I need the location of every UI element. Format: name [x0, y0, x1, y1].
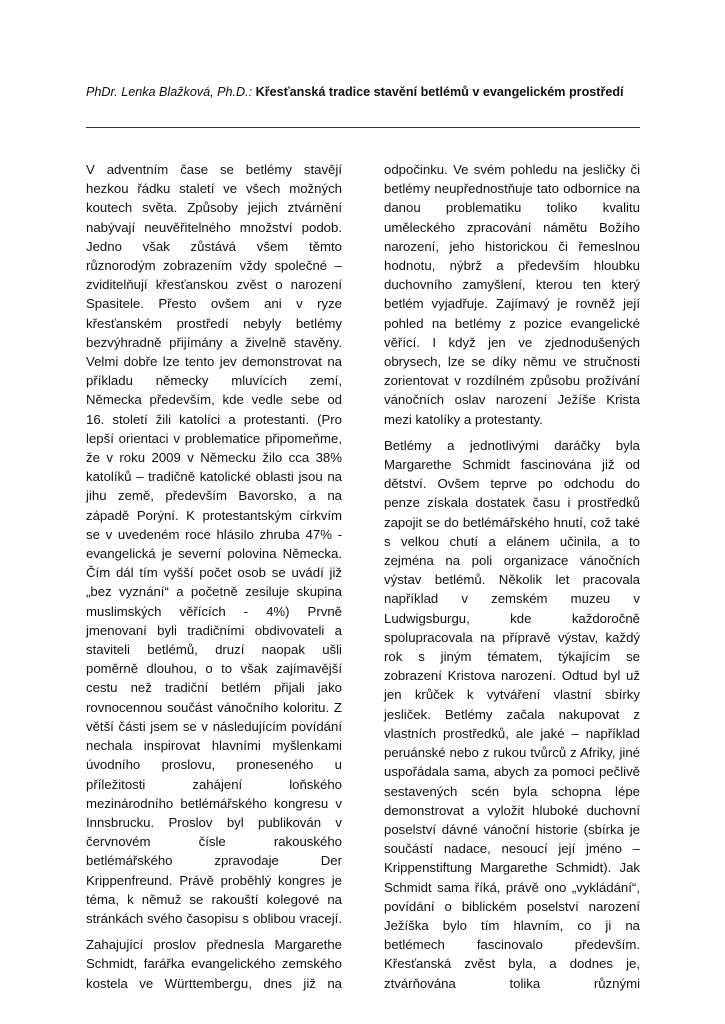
article-title: Křesťanská tradice stavění betlémů v evangelickém prostředí [255, 85, 624, 99]
paragraph: Betlémy a jednotlivými daráčky byla Margarethe Schmidt fascinována již od dětství. Ovšem teprve po odchodu do penze získala dostatek času i prostředků zapojit se do betlémářského hnutí, což také s velkou chutí a elánem učinila, a to zejména na poli organizace vánočních výstav betlémů. Několik let pracovala například v zemském muzeu v Ludwigsburgu, kde každoročně spolupracovala na přípravě výstav, každý rok s jiným tématem, týkajícím se zobrazení Kristova narození. Odtud byl už jen krůček k vytváření vlastní sbírky jesliček. Betlémy začala nakupovat z vlastních prostředků, ale jaké – například peruánské nebo z rukou tvůrců z Afriky, jiné uspořádala sama, abych za pomoci pečlivě sestavených scén byla schopna lépe demonstrovat a vyložit hluboké duchovní poselství dávné vánoční historie (sbírka je součástí nadace, nesoucí její jméno – Krippenstiftung Margarethe Schmidt). Jak Schmidt sama říká, právě ono „vykládání“, povídání o biblickém poselství narození Ježíška bylo tím hlavním, co ji na betlémech fascinovalo především. Křesťanská zvěst byla, a dodnes je, ztvárňována tolika různými [384, 437, 640, 991]
author-name: PhDr. Lenka Blažková, Ph.D.: [86, 85, 253, 99]
header-divider [86, 127, 640, 128]
left-column [86, 160, 342, 1000]
page-header [86, 84, 646, 100]
right-column [384, 160, 640, 1000]
paragraph: V adventním čase se betlémy stavějí hezkou řádku staletí ve všech možných koutech světa. Způsoby jejich ztvárnění nabývají neuvěřitelného množství podob. Jedno však zůstává všem těmto různorodým zobrazením vždy společné – zviditelňují křesťanskou zvěst o narození Spasitele. Přesto ovšem ani v ryze křesťanském prostředí nebyly betlémy bezvýhradně přijímány a živelně stavěny. Velmi dobře lze tento jev demonstrovat na příkladu německy mluvících zemí, Německa především, kde vedle sebe od 16. století žili katolíci a protestanti. (Pro lepší orientaci v problematice připomeňme, že v roku 2009 v Německu žilo cca 38% katolíků – tradičně katolické oblasti jsou na jihu země, především Bavorsko, a na západě Porýní. K protestantským církvím se v uvedeném roce hlásilo zhruba 47% - evangelická je severní polovina Německa. Čím dál tím vyšší počet osob se uvádí již „bez vyznání“ a početně zesiluje skupina muslimských věřících - 4%) Prvně jmenovaní byli tradičními obdivovateli a staviteli betlémů, druzí naopak ušli poměrně dlouhou, o to však zajímavější cestu než tradiční betlém přijali jako rovnocennou součást vánočního koloritu. Z větší části jsem se v následujícím povídání nechala inspirovat hlavními myšlenkami úvodního proslovu, proneseného u příležitosti zahájení loňského mezinárodního betlémářského kongresu v Innsbrucku. Proslov byl publikován v červnovém čísle rakouského betlémářského zpravodaje Der Krippenfreund. Právě proběhlý kongres je téma, k němuž se rakouští kolegové na stránkách svého časopisu s oblibou vracejí. [86, 162, 342, 926]
paragraph: Zahajující proslov přednesla Margarethe Schmidt, farářka evangelického zemského kostela ve Württembergu, dnes již na [86, 937, 342, 991]
paragraph: odpočinku. Ve svém pohledu na jesličky či betlémy neupřednostňuje tato odbornice na danou problematiku toliko kvalitu uměleckého zpracování námětu Božího narození, jeho historickou či řemeslnou hodnotu, nýbrž a především hloubku duchovního zamyšlení, kterou ten který betlém vyjadřuje. Zajímavý je rovněž její pohled na betlémy z pozice evangelické věřící. I když jen ve zjednodušených obrysech, lze se díky němu ve stručnosti zorientovat v rozdílném způsobu prožívání vánočních oslav narození Ježíše Krista mezi katolíky a protestanty. [384, 162, 640, 427]
